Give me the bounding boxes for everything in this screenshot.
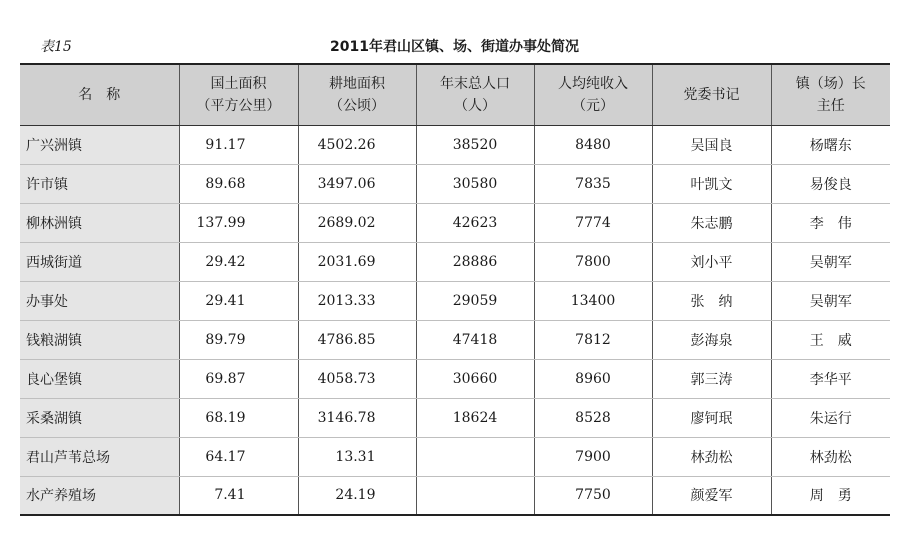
cell-income: 7750 xyxy=(534,476,652,515)
cell-land-area: 29.41 xyxy=(179,281,298,320)
cell-name: 钱粮湖镇 xyxy=(20,320,179,359)
cell-head: 林劲松 xyxy=(771,437,890,476)
cell-population xyxy=(416,437,534,476)
header-label: （平方公里） xyxy=(196,97,281,114)
cell-farmland-area: 2689.02 xyxy=(298,203,416,242)
header-label: 国土面积 xyxy=(210,75,267,92)
header-label: 主任 xyxy=(816,97,845,114)
table-row xyxy=(20,164,890,203)
header-income xyxy=(534,64,652,125)
table-header xyxy=(20,64,890,125)
table-row xyxy=(20,203,890,242)
cell-income: 7800 xyxy=(534,242,652,281)
cell-income: 13400 xyxy=(534,281,652,320)
cell-party-secretary: 刘小平 xyxy=(652,242,771,281)
cell-name: 水产养殖场 xyxy=(20,476,179,515)
table-row xyxy=(20,125,890,164)
header-population xyxy=(416,64,534,125)
cell-land-area: 69.87 xyxy=(179,359,298,398)
cell-party-secretary: 郭三涛 xyxy=(652,359,771,398)
table-title: 2011年君山区镇、场、街道办事处简况 xyxy=(330,39,579,55)
cell-name: 广兴洲镇 xyxy=(20,125,179,164)
cell-population: 47418 xyxy=(416,320,534,359)
cell-income: 7900 xyxy=(534,437,652,476)
cell-head: 朱运行 xyxy=(771,398,890,437)
header-head xyxy=(771,64,890,125)
cell-farmland-area: 3146.78 xyxy=(298,398,416,437)
header-label: 镇（场）长 xyxy=(795,75,866,92)
cell-farmland-area: 4058.73 xyxy=(298,359,416,398)
cell-land-area: 91.17 xyxy=(179,125,298,164)
cell-income: 8480 xyxy=(534,125,652,164)
cell-party-secretary: 林劲松 xyxy=(652,437,771,476)
table-row xyxy=(20,281,890,320)
table-number: 表15 xyxy=(40,39,72,55)
header-label: 耕地面积 xyxy=(329,75,385,92)
cell-population: 30580 xyxy=(416,164,534,203)
header-farmland-area xyxy=(298,64,416,125)
table-row xyxy=(20,320,890,359)
cell-head: 易俊良 xyxy=(771,164,890,203)
header-land-area xyxy=(179,64,298,125)
header-label: 年末总人口 xyxy=(440,75,510,92)
cell-name: 许市镇 xyxy=(20,164,179,203)
cell-income: 8960 xyxy=(534,359,652,398)
cell-income: 7774 xyxy=(534,203,652,242)
cell-head: 周 勇 xyxy=(771,476,890,515)
cell-farmland-area: 2031.69 xyxy=(298,242,416,281)
cell-head: 李 伟 xyxy=(771,203,890,242)
header-label: （公顷） xyxy=(329,97,385,114)
cell-population: 38520 xyxy=(416,125,534,164)
cell-land-area: 89.79 xyxy=(179,320,298,359)
cell-farmland-area: 13.31 xyxy=(298,437,416,476)
cell-land-area: 64.17 xyxy=(179,437,298,476)
cell-name: 君山芦苇总场 xyxy=(20,437,179,476)
header-label: 党委书记 xyxy=(683,86,740,103)
cell-name: 办事处 xyxy=(20,281,179,320)
cell-population xyxy=(416,476,534,515)
cell-name: 柳林洲镇 xyxy=(20,203,179,242)
cell-population: 28886 xyxy=(416,242,534,281)
cell-land-area: 137.99 xyxy=(179,203,298,242)
header-row xyxy=(20,64,890,125)
table-row xyxy=(20,242,890,281)
cell-party-secretary: 吴国良 xyxy=(652,125,771,164)
cell-population: 18624 xyxy=(416,398,534,437)
cell-income: 7812 xyxy=(534,320,652,359)
header-label: （人） xyxy=(454,97,496,114)
table-row xyxy=(20,398,890,437)
cell-head: 吴朝军 xyxy=(771,242,890,281)
table-row xyxy=(20,476,890,515)
town-summary-table xyxy=(20,63,890,516)
header-label: （元） xyxy=(572,97,614,114)
cell-farmland-area: 4502.26 xyxy=(298,125,416,164)
cell-party-secretary: 颜爱军 xyxy=(652,476,771,515)
cell-party-secretary: 廖钶珉 xyxy=(652,398,771,437)
cell-farmland-area: 3497.06 xyxy=(298,164,416,203)
cell-land-area: 89.68 xyxy=(179,164,298,203)
cell-population: 42623 xyxy=(416,203,534,242)
cell-farmland-area: 4786.85 xyxy=(298,320,416,359)
cell-party-secretary: 张 纳 xyxy=(652,281,771,320)
cell-income: 7835 xyxy=(534,164,652,203)
cell-name: 良心堡镇 xyxy=(20,359,179,398)
table-caption xyxy=(0,36,909,56)
header-label: 名 称 xyxy=(78,86,121,103)
cell-population: 29059 xyxy=(416,281,534,320)
cell-name: 西城街道 xyxy=(20,242,179,281)
cell-party-secretary: 叶凯文 xyxy=(652,164,771,203)
cell-farmland-area: 2013.33 xyxy=(298,281,416,320)
cell-land-area: 68.19 xyxy=(179,398,298,437)
table-body xyxy=(20,125,890,515)
header-name xyxy=(20,64,179,125)
cell-head: 王 威 xyxy=(771,320,890,359)
cell-head: 李华平 xyxy=(771,359,890,398)
cell-farmland-area: 24.19 xyxy=(298,476,416,515)
header-party-secretary xyxy=(652,64,771,125)
table-row xyxy=(20,359,890,398)
cell-party-secretary: 朱志鹏 xyxy=(652,203,771,242)
cell-head: 吴朝军 xyxy=(771,281,890,320)
header-label: 人均纯收入 xyxy=(558,75,628,92)
cell-name: 采桑湖镇 xyxy=(20,398,179,437)
cell-head: 杨曙东 xyxy=(771,125,890,164)
cell-population: 30660 xyxy=(416,359,534,398)
table-row xyxy=(20,437,890,476)
cell-land-area: 7.41 xyxy=(179,476,298,515)
cell-income: 8528 xyxy=(534,398,652,437)
cell-party-secretary: 彭海泉 xyxy=(652,320,771,359)
cell-land-area: 29.42 xyxy=(179,242,298,281)
